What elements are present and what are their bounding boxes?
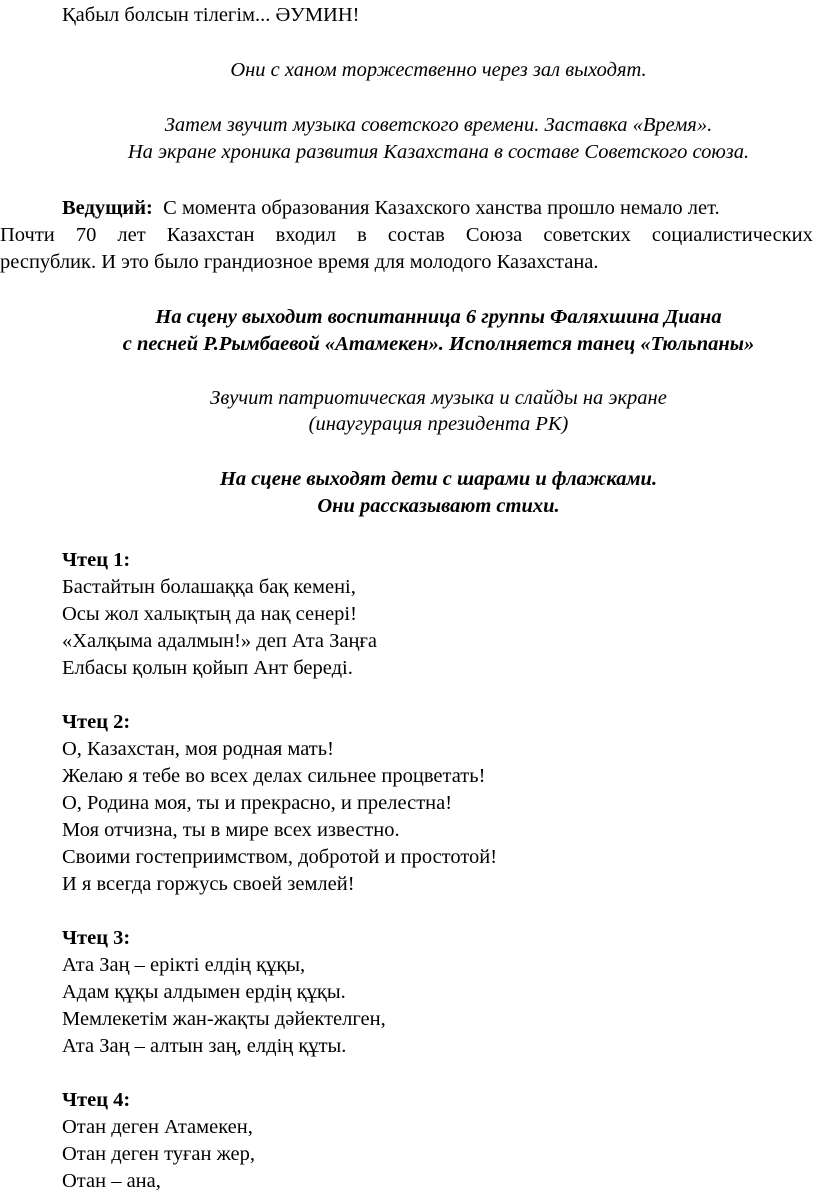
poem-line: Отан – ана, [62,1170,161,1192]
poem-line: Ата Заң – алтын заң, елдің құты. [62,1035,347,1057]
stage-direction-exit: Они с ханом торжественно через зал выходят. [230,59,647,81]
reader-label: Чтец 3: [62,927,131,949]
host-justified-line [0,222,813,248]
host-word: входил [275,224,337,246]
reader-label: Чтец 2: [62,711,131,733]
poem-line: О, Родина моя, ты и прекрасно, и прелестна! [62,792,453,814]
stage-direction-music-line1: Затем звучит музыка советского времени. Заставка «Время». [164,114,713,136]
host-word: состав [387,224,445,246]
poem-line: Отан деген Атамекен, [62,1116,253,1138]
poem-line: Бастайтын болашаққа бақ кемені, [62,576,356,598]
children-direction-line2: Они рассказывают стихи. [317,495,560,517]
performance-line2: с песней Р.Рымбаевой «Атамекен». Исполняется танец «Тюльпаны» [122,333,755,355]
host-word: лет [117,224,146,246]
host-word: Союза [465,224,523,246]
reader-label: Чтец 1: [62,549,131,571]
poem-line: Своими гостеприимством, добротой и простотой! [62,846,498,868]
poem-line: Отан деген туған жер, [62,1143,255,1165]
host-word: социалистических [651,224,813,246]
performance-line1: На сцену выходит воспитанница 6 группы Фаляхшина Диана [155,306,722,328]
poem-line: Мемлекетім жан-жақты дәйектелген, [62,1008,386,1030]
host-word: советских [543,224,631,246]
children-direction-line1: На сцене выходят дети с шарами и флажками. [219,468,658,490]
poem-line: Елбасы қолын қойып Ант береді. [62,657,353,679]
poem-line: Осы жол халықтың да нақ сенері! [62,603,357,625]
host-line-1 [62,195,720,221]
poem-line: И я всегда горжусь своей землей! [62,873,355,895]
host-line-2 [0,222,813,248]
host-word: Почти [0,224,55,246]
host-label: Ведущий: [62,197,153,219]
poem-line: «Халқыма адалмын!» деп Ата Заңға [62,630,377,652]
stage-direction-music-line2: На экране хроника развития Казахстана в составе Советского союза. [127,141,750,163]
poem-line: Адам құқы алдымен ердің құқы. [62,981,346,1003]
poem-line: Желаю я тебе во всех делах сильнее процветать! [62,765,486,787]
host-text-1: С момента образования Казахского ханства прошло немало лет. [163,197,720,219]
poem-line: О, Казахстан, моя родная мать! [62,738,334,760]
poem-line: Ата Заң – ерікті елдің құқы, [62,954,306,976]
host-word: в [357,224,367,246]
reader-label: Чтец 4: [62,1089,131,1111]
host-word: 70 [75,224,97,246]
host-line-3: республик. И это было грандиозное время для молодого Казахстана. [0,251,599,273]
poem-line: Моя отчизна, ты в мире всех известно. [62,819,400,841]
host-word: Казахстан [166,224,255,246]
closing-line: Қабыл болсын тілегім... ӘУМИН! [62,4,360,26]
music-direction-line2: (инаугурация президента РК) [308,413,569,435]
music-direction-line1: Звучит патриотическая музыка и слайды на экране [210,387,667,409]
